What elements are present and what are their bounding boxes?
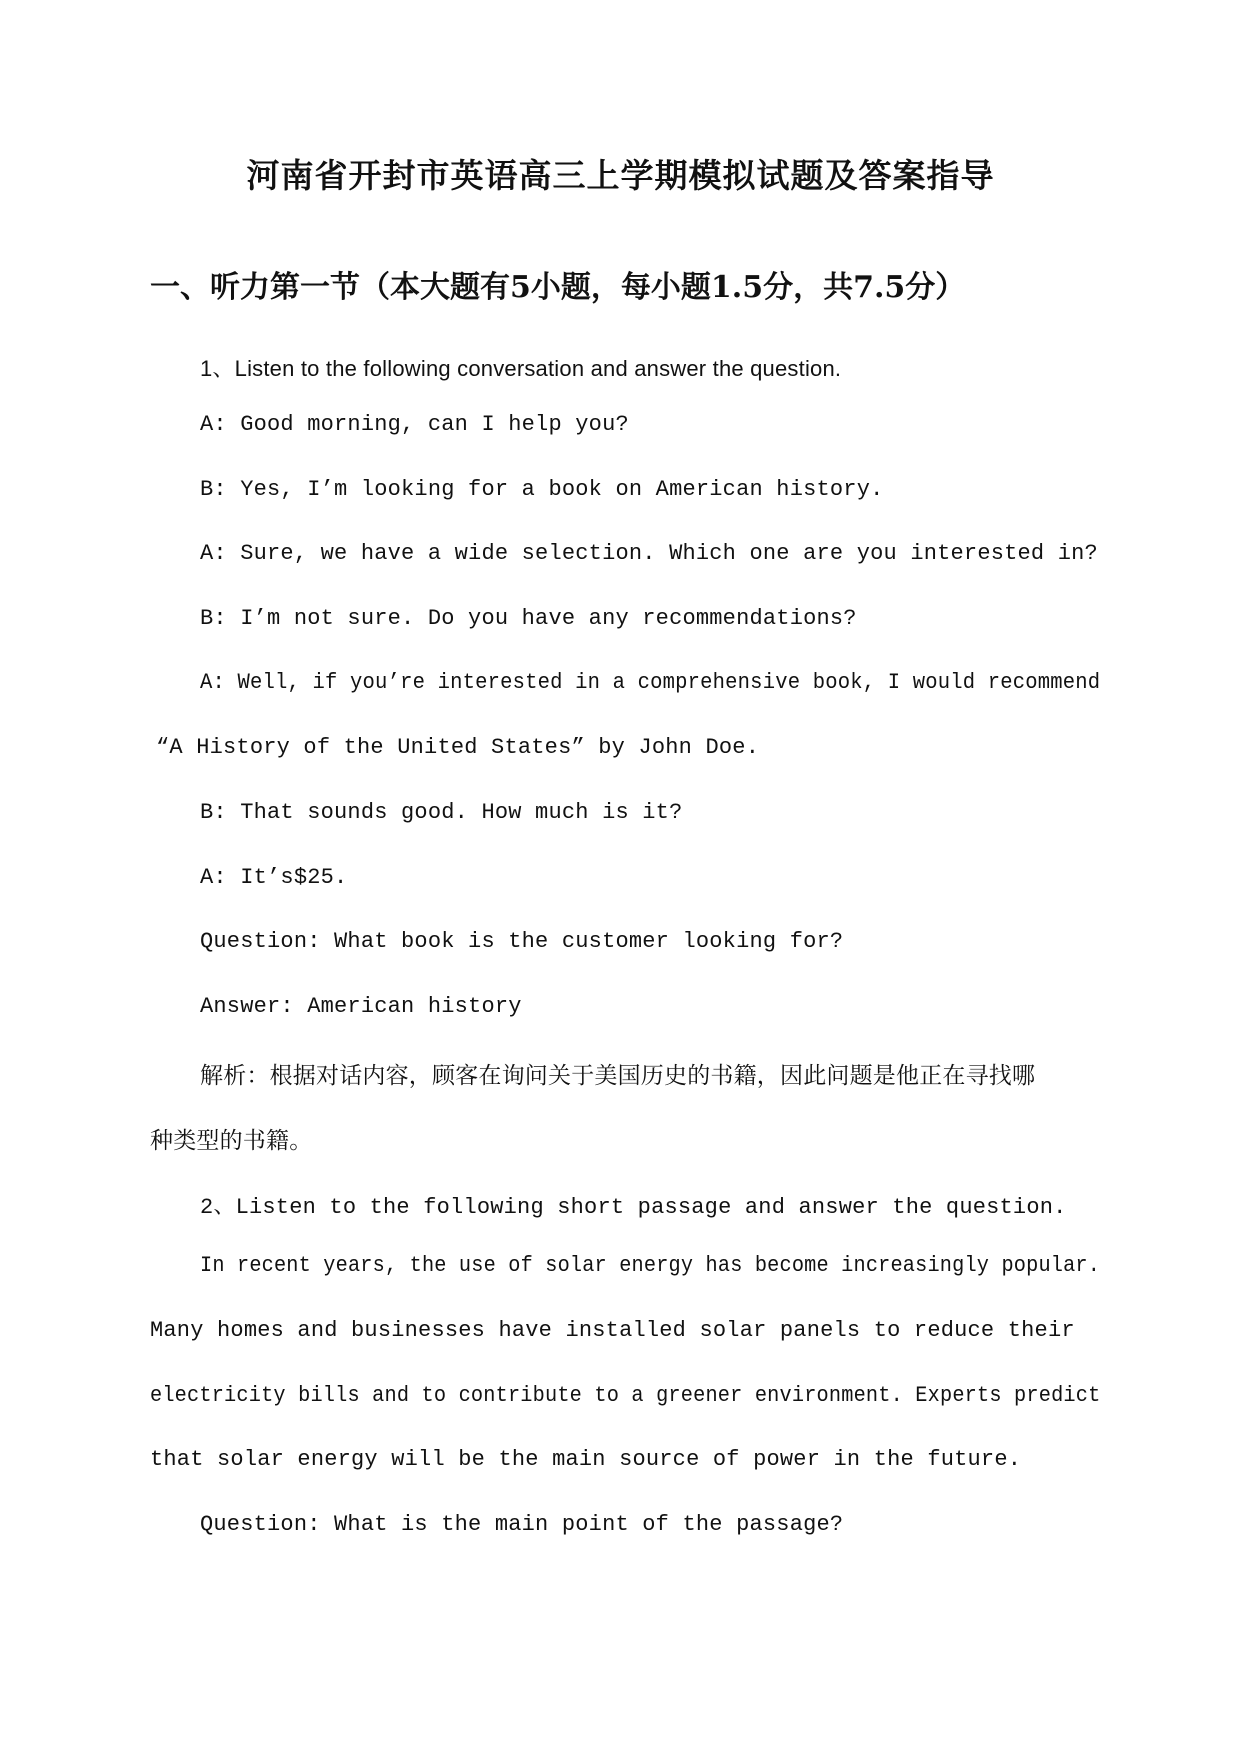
question-2-prompt: 2、Listen to the following short passage and answer the question. (200, 1195, 1067, 1220)
dialogue-line: “A History of the United States” by John Doe. (156, 735, 760, 760)
dialogue-line: A: Good morning, can I help you? (200, 412, 629, 437)
dialogue-line: A: Well, if you’re interested in a comprehensive book, I would recommend (200, 670, 1101, 695)
dialogue-line: B: That sounds good. How much is it? (200, 800, 683, 825)
dialogue-line: A: Sure, we have a wide selection. Which one are you interested in? (200, 541, 1098, 566)
dialogue-line: B: Yes, I’m looking for a book on American history. (200, 477, 884, 502)
question-1-answer: Answer: American history (200, 994, 522, 1019)
passage-line: that solar energy will be the main source of power in the future. (150, 1447, 1022, 1472)
question-1-prompt: 1、Listen to the following conversation and answer the question. (200, 356, 842, 381)
question-2-question: Question: What is the main point of the passage? (200, 1512, 844, 1537)
dialogue-line: B: I’m not sure. Do you have any recommendations? (200, 606, 857, 631)
dialogue-line: A: It’s$25. (200, 865, 348, 890)
document-title: 河南省开封市英语高三上学期模拟试题及答案指导 (246, 156, 995, 195)
question-1-question: Question: What book is the customer looking for? (200, 929, 844, 954)
passage-line: In recent years, the use of solar energy has become increasingly popular. (200, 1253, 1101, 1278)
passage-line: electricity bills and to contribute to a greener environment. Experts predict (150, 1383, 1101, 1408)
question-1-analysis-continued: 种类型的书籍。 (150, 1128, 313, 1154)
question-1-analysis: 解析：根据对话内容，顾客在询问关于美国历史的书籍，因此问题是他正在寻找哪 (200, 1063, 1036, 1089)
passage-line: Many homes and businesses have installed solar panels to reduce their (150, 1318, 1075, 1343)
section-heading: 一、听力第一节（本大题有5小题，每小题1.5分，共7.5分） (150, 270, 966, 305)
